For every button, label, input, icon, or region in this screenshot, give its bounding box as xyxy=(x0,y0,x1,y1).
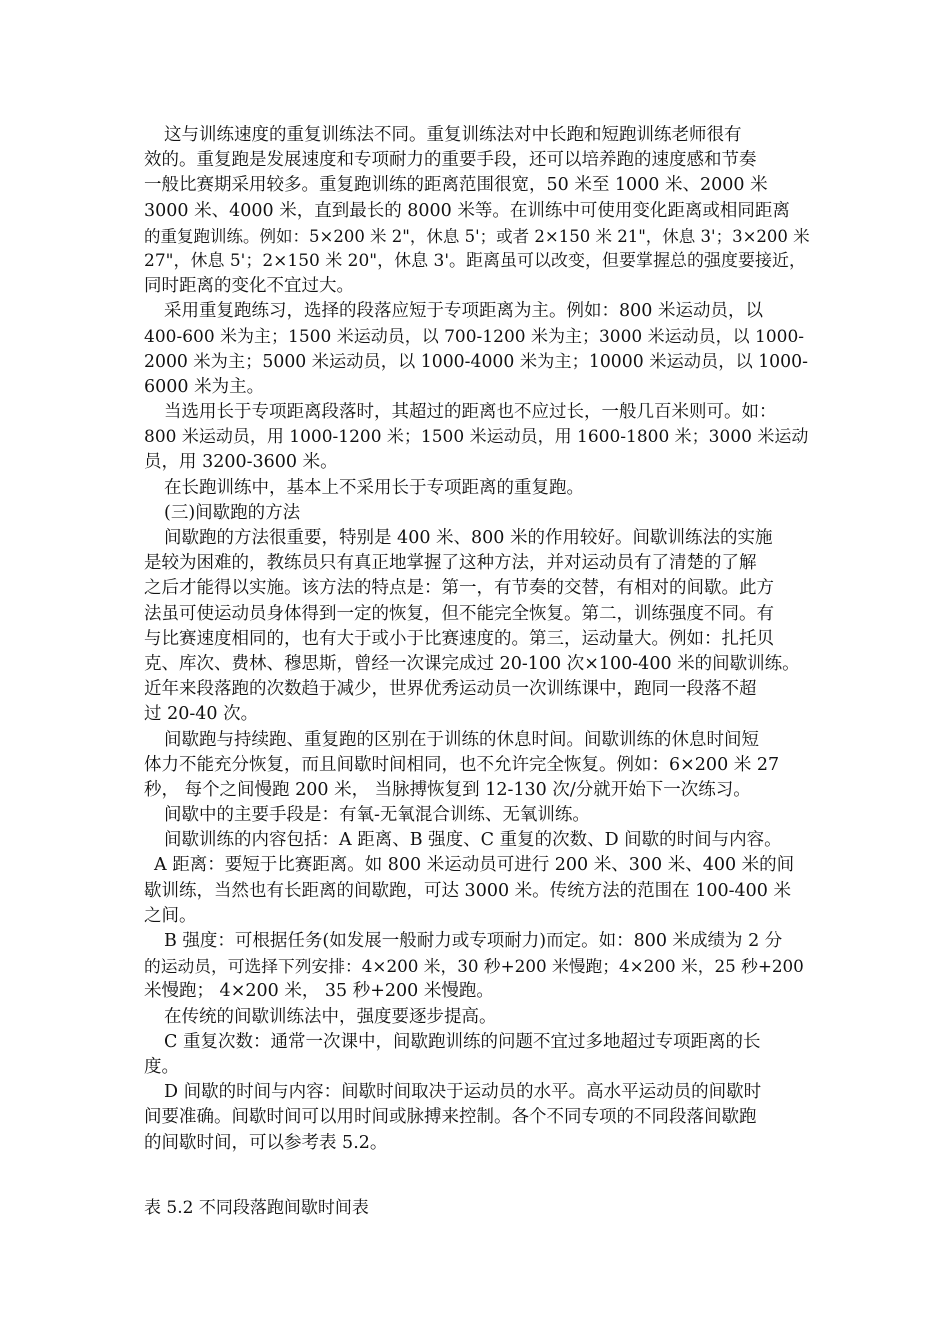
paragraph-line: 是较为困难的，教练员只有真正地掌握了这种方法，并对运动员有了清楚的了解 xyxy=(144,553,757,574)
paragraph-line: 这与训练速度的重复训练法不同。重复训练法对中长跑和短跑训练老师很有 xyxy=(164,125,742,145)
paragraph-line: 歇训练，当然也有长距离的间歇跑，可达 3000 米。传统方法的范围在 100-400 米 xyxy=(144,880,792,901)
paragraph-line: 秒， 每个之间慢跑 200 米， 当脉搏恢复到 12-130 次/分就开始下一次练习。 xyxy=(144,779,751,800)
paragraph-line: 在长跑训练中，基本上不采用长于专项距离的重复跑。 xyxy=(164,477,584,498)
paragraph-line: 员，用 3200-3600 米。 xyxy=(144,452,338,473)
paragraph-line: D 间歇的时间与内容：间歇时间取决于运动员的水平。高水平运动员的间歇时 xyxy=(164,1082,762,1103)
paragraph-line: 一般比赛期采用较多。重复跑训练的距离范围很宽，50 米至 1000 米、2000 米 xyxy=(144,175,768,196)
paragraph-line: 近年来段落跑的次数趋于减少，世界优秀运动员一次训练课中，跑同一段落不超 xyxy=(144,679,757,700)
paragraph-line: 2000 米为主；5000 米运动员，以 1000-4000 米为主；10000 米运动员，以 1000- xyxy=(144,351,808,372)
paragraph-line: 27"，休息 5'；2×150 米 20"，休息 3'。距离虽可以改变，但要掌握总的强度要接近， xyxy=(144,250,807,271)
paragraph-line: 米慢跑； 4×200 米， 35 秒+200 米慢跑。 xyxy=(144,981,494,1002)
paragraph-line: C 重复次数：通常一次课中，间歇跑训练的问题不宜过多地超过专项距离的长 xyxy=(164,1031,761,1052)
body-text xyxy=(144,123,810,1156)
paragraph-line: 效的。重复跑是发展速度和专项耐力的重要手段，还可以培养跑的速度感和节奏 xyxy=(144,150,757,171)
paragraph-line: 采用重复跑练习，选择的段落应短于专项距离为主。例如：800 米运动员，以 xyxy=(164,301,763,322)
paragraph-line: 6000 米为主。 xyxy=(144,376,265,397)
paragraph-line: 的重复跑训练。例如：5×200 米 2"，休息 5'；或者 2×150 米 21"，休息 3'；3×200 米 xyxy=(144,226,810,246)
paragraph-line: 3000 米、4000 米，直到最长的 8000 米等。在训练中可使用变化距离或相同距离 xyxy=(144,200,790,221)
paragraph-line: B 强度：可根据任务(如发展一般耐力或专项耐力)而定。如：800 米成绩为 2 分 xyxy=(164,931,783,951)
section-heading: (三)间歇跑的方法 xyxy=(164,502,301,523)
paragraph-line: 克、库次、费林、穆思斯，曾经一次课完成过 20-100 次×100-400 米的间歇训练。 xyxy=(144,653,800,674)
paragraph-line: 与比赛速度相同的，也有大于或小于比赛速度的。第三，运动量大。例如：扎托贝 xyxy=(144,628,774,649)
paragraph-line: 间歇训练的内容包括：A 距离、B 强度、C 重复的次数、D 间歇的时间与内容。 xyxy=(164,830,782,851)
paragraph-line: 间歇跑的方法很重要，特别是 400 米、800 米的作用较好。间歇训练法的实施 xyxy=(164,528,773,548)
paragraph-line: 在传统的间歇训练法中，强度要逐步提高。 xyxy=(164,1006,497,1027)
paragraph-line: 度。 xyxy=(144,1056,179,1077)
paragraph-line: 的间歇时间，可以参考表 5.2。 xyxy=(144,1132,388,1153)
paragraph-line: 间要准确。间歇时间可以用时间或脉搏来控制。各个不同专项的不同段落间歇跑 xyxy=(144,1107,757,1128)
paragraph-line: 800 米运动员，用 1000-1200 米；1500 米运动员，用 1600-1800 米；3000 米运动 xyxy=(144,427,809,448)
paragraph-line: 当选用长于专项距离段落时，其超过的距离也不应过长，一般几百米则可。如： xyxy=(164,402,777,423)
paragraph-line: 之间。 xyxy=(144,905,197,926)
paragraph-line: 同时距离的变化不宜过大。 xyxy=(144,276,354,297)
paragraph-line: 间歇中的主要手段是：有氧-无氧混合训练、无氧训练。 xyxy=(164,805,590,826)
table-caption: 表 5.2 不同段落跑间歇时间表 xyxy=(144,1198,369,1218)
paragraph-line: 400-600 米为主；1500 米运动员，以 700-1200 米为主；3000 米运动员，以 1000- xyxy=(144,326,805,347)
paragraph-line: 体力不能充分恢复，而且间歇时间相同，也不允许完全恢复。例如：6×200 米 27 xyxy=(144,754,780,775)
paragraph-line: 之后才能得以实施。该方法的特点是：第一，有节奏的交替，有相对的间歇。此方 xyxy=(144,578,774,599)
paragraph-line: A 距离：要短于比赛距离。如 800 米运动员可进行 200 米、300 米、400 米的间 xyxy=(154,855,795,876)
paragraph-line: 过 20-40 次。 xyxy=(144,704,259,725)
paragraph-line: 的运动员，可选择下列安排：4×200 米，30 秒+200 米慢跑；4×200 米，25 秒+200 xyxy=(144,956,804,977)
paragraph-line: 法虽可使运动员身体得到一定的恢复，但不能完全恢复。第二，训练强度不同。有 xyxy=(144,603,774,624)
paragraph-line: 间歇跑与持续跑、重复跑的区别在于训练的休息时间。间歇训练的休息时间短 xyxy=(164,729,759,750)
